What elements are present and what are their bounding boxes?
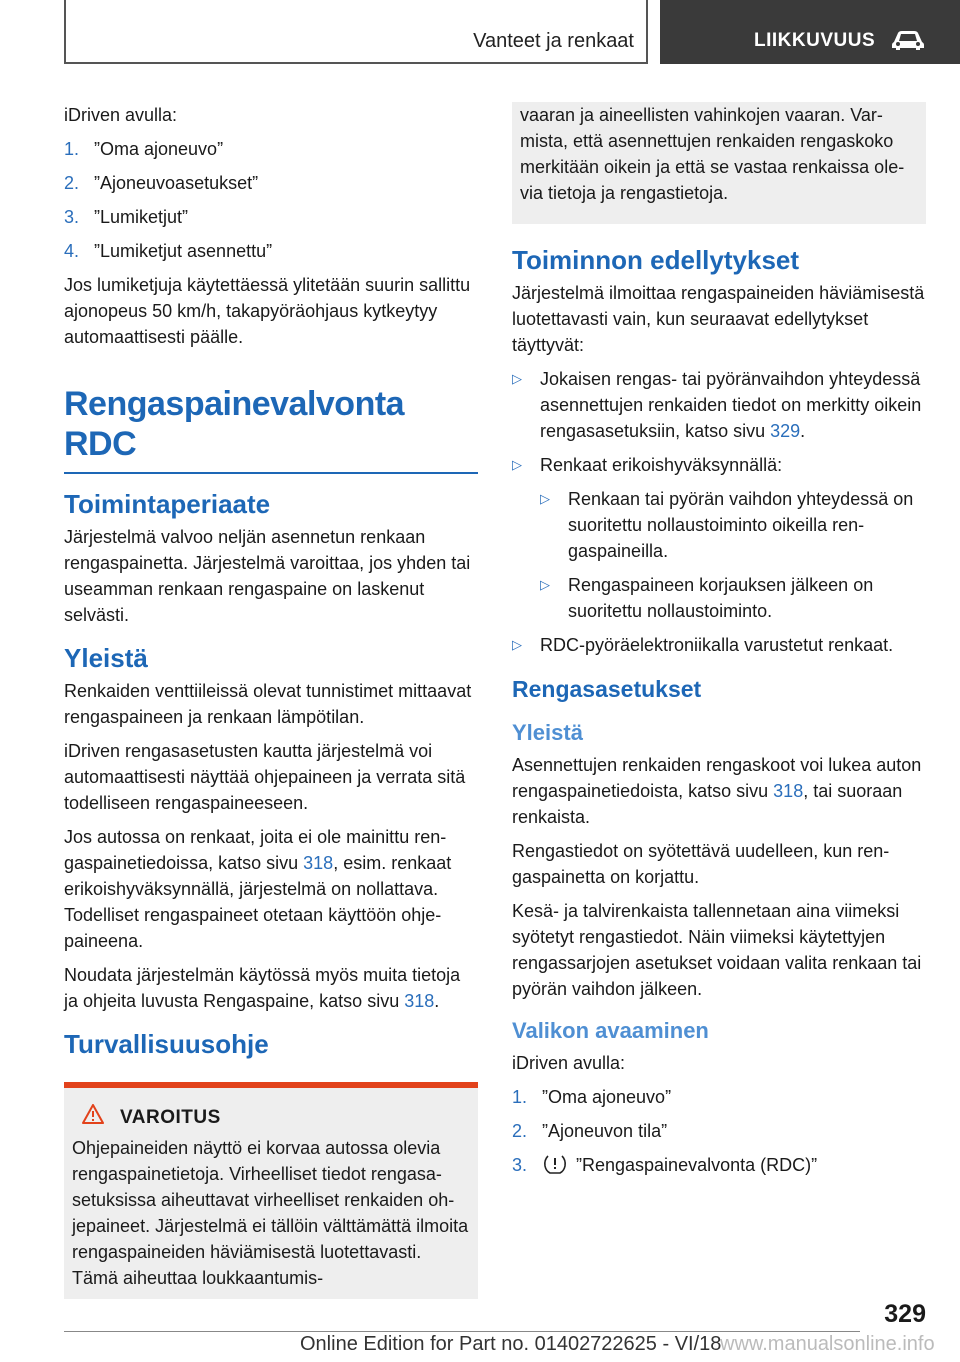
- list-item: [540, 572, 926, 624]
- text-run: Noudata järjestelmän käytössä myös muita tietoja ja ohjeita luvusta Rengaspaine, katso sivu: [64, 965, 461, 1011]
- requirements-list: [512, 366, 926, 658]
- heading-turvallisuusohje: Turvallisuusohje: [64, 1029, 269, 1059]
- warning-box: [64, 1082, 478, 1299]
- bullet-text: Rengaspaineen korjauksen jälkeen on suoritettu nollaustoiminto.: [568, 575, 874, 621]
- valikko-intro: iDriven avulla:: [512, 1053, 626, 1073]
- intro-text: iDriven avulla:: [64, 105, 178, 125]
- list-item: [512, 1084, 926, 1110]
- header-chapter-box: [660, 0, 960, 64]
- step-number: 1.: [512, 1087, 528, 1107]
- list-item: [512, 366, 926, 444]
- bullet-text: Renkaan tai pyörän vaihdon yhteydessä on suoritettu nollaustoiminto oikeilla rengaspaineilla.: [568, 489, 914, 561]
- step-text: ”Lumiketjut”: [94, 207, 189, 227]
- yleista-paragraph-2: iDriven rengasasetusten kautta järjestelmä voi automaattisesti näyttää ohjepaineen ja verrata sitä todelliseen rengaspaineeseen.: [64, 741, 466, 813]
- step-text: ”Rengaspainevalvonta (RDC)”: [576, 1155, 818, 1175]
- heading-toimintaperiaate: Toimintaperiaate: [64, 489, 271, 519]
- car-icon: [890, 28, 926, 57]
- text-run: Jokaisen rengas- tai pyöränvaihdon yhteydessä asennettujen renkaiden tiedot on merkitty oikein rengasasetuksiin, katso sivu: [540, 369, 922, 441]
- yleista-paragraph-1: Renkaiden venttiileissä olevat tunnistimet mittaavat rengaspaineen ja renkaan lämpötilan.: [64, 681, 472, 727]
- warning-header: [72, 1104, 470, 1131]
- triangle-bullet-icon: ▷: [540, 491, 550, 506]
- list-item: [512, 632, 926, 658]
- triangle-bullet-icon: ▷: [512, 457, 522, 472]
- snow-chain-steps: [64, 136, 478, 264]
- footer-edition: Online Edition for Part no. 01402722625 - VI/18: [300, 1333, 722, 1355]
- step-text: ”Oma ajoneuvo”: [94, 139, 224, 159]
- step-text: ”Oma ajoneuvo”: [542, 1087, 672, 1107]
- edellytykset-text: Järjestelmä ilmoittaa rengaspaineiden häviämisestä luotettavasti vain, kun seuraavat edellytykset täyttyvät:: [512, 283, 925, 355]
- header-section-box: [64, 0, 648, 64]
- list-item: [64, 238, 478, 264]
- step-number: 2.: [512, 1121, 528, 1141]
- step-text: ”Ajoneuvon tila”: [542, 1121, 668, 1141]
- text-run: , tai suoraan renkaista.: [512, 781, 903, 827]
- page-number: 329: [884, 1300, 926, 1328]
- heading-valikon-avaaminen: Valikon avaaminen: [512, 1018, 709, 1043]
- header-chapter-title: LIIKKUVUUS: [754, 30, 876, 51]
- yleista-paragraph-3: [64, 824, 478, 954]
- list-item: [512, 452, 926, 624]
- heading-toiminnon-edellytykset: Toiminnon edellytykset: [512, 245, 800, 275]
- yleista-paragraph-4: [64, 962, 478, 1014]
- warning-title: VAROITUS: [120, 1106, 221, 1128]
- step-number: 1.: [64, 139, 80, 159]
- header-section-title: Vanteet ja renkaat: [473, 30, 634, 52]
- menu-steps: [512, 1084, 926, 1182]
- rengas-paragraph-2: Rengastiedot on syötettävä uudelleen, kun rengaspainetta on korjattu.: [512, 841, 890, 887]
- page-link-318[interactable]: 318: [404, 991, 435, 1011]
- left-column: [64, 102, 478, 1299]
- heading-rengasasetukset: Rengasasetukset: [512, 676, 702, 702]
- text-run: , esim. renkaat erikoishyväksynnällä, järjestelmä on nollattava. Todelliset rengaspaineet otetaan käyttöön ohjepaineena.: [64, 853, 452, 951]
- warning-text: Ohjepaineiden näyttö ei korvaa autossa olevia rengaspainetietoja. Virheelliset tiedot rengasasetuksissa aiheuttavat virheelliset renkaiden ohjepaineet. Järjestelmä ei tällöin välttämättä ilmoita rengaspaineiden häviämisestä luotettavasti. Tämä aiheuttaa loukkaantumis-: [72, 1138, 469, 1288]
- step-number: 3.: [64, 207, 80, 227]
- text-run: .: [800, 421, 806, 441]
- warning-continuation: [512, 102, 926, 224]
- step-text: ”Ajoneuvoasetukset”: [94, 173, 259, 193]
- step-number: 3.: [512, 1155, 528, 1175]
- step-text: ”Lumiketjut asennettu”: [94, 241, 273, 261]
- text-run: Jos autossa on renkaat, joita ei ole mainittu rengaspainetiedoissa, katso sivu: [64, 827, 447, 873]
- sub-list: [540, 486, 926, 624]
- page-link-318[interactable]: 318: [773, 781, 804, 801]
- list-item: [64, 170, 478, 196]
- snow-chain-paragraph: Jos lumiketjuja käytettäessä ylitetään suurin sallittu ajonopeus 50 km/h, takapyöräohjaus kytkeytyy automaattisesti päälle.: [64, 275, 471, 347]
- bullet-text: RDC-pyöräelektroniikalla varustetut renkaat.: [540, 635, 894, 655]
- text-run: Asennettujen renkaiden rengaskoot voi lukea auton rengaspainetiedoista, katso sivu: [512, 755, 922, 801]
- step-number: 4.: [64, 241, 80, 261]
- warning-continuation-text: vaaran ja aineellisten vahinkojen vaaran. Varmista, että asennettujen renkaiden rengaskoko merkitään oikein ja että se vastaa renkaissa olevia tietoja ja rengastietoja.: [520, 105, 905, 203]
- page-link-318[interactable]: 318: [303, 853, 334, 873]
- triangle-bullet-icon: ▷: [540, 577, 550, 592]
- heading-yleista-sub: Yleistä: [512, 720, 583, 745]
- list-item: [540, 486, 926, 564]
- footer-divider: [64, 1331, 860, 1332]
- rengas-paragraph-3: Kesä- ja talvirenkaista tallennetaan aina viimeksi syötetyt rengastiedot. Näin viimeksi käytettyjen rengassarjojen asetukset voidaan valita renkaan tai pyörän vaihdon jälkeen.: [512, 901, 922, 999]
- rengas-paragraph-1: [512, 752, 926, 830]
- triangle-bullet-icon: ▷: [512, 637, 522, 652]
- list-item: [512, 1118, 926, 1144]
- text-run: .: [434, 991, 440, 1011]
- footer-watermark: www.manualsonline.info: [720, 1333, 935, 1355]
- main-title: Rengaspainevalvonta RDC: [64, 384, 478, 474]
- heading-yleista: Yleistä: [64, 643, 148, 673]
- list-item: [512, 1152, 926, 1182]
- warning-triangle-icon: [82, 1104, 104, 1131]
- right-column: [512, 102, 926, 1190]
- toimintaperiaate-text: Järjestelmä valvoo neljän asennetun renkaan rengaspainetta. Järjestelmä varoittaa, jos yhden tai useamman renkaan rengaspaine on laskenut selvästi.: [64, 527, 471, 625]
- step-number: 2.: [64, 173, 80, 193]
- tire-pressure-icon: [542, 1153, 568, 1182]
- page-link-329[interactable]: 329: [770, 421, 801, 441]
- bullet-text: Renkaat erikoishyväksynnällä:: [540, 455, 783, 475]
- list-item: [64, 204, 478, 230]
- triangle-bullet-icon: ▷: [512, 371, 522, 386]
- list-item: [64, 136, 478, 162]
